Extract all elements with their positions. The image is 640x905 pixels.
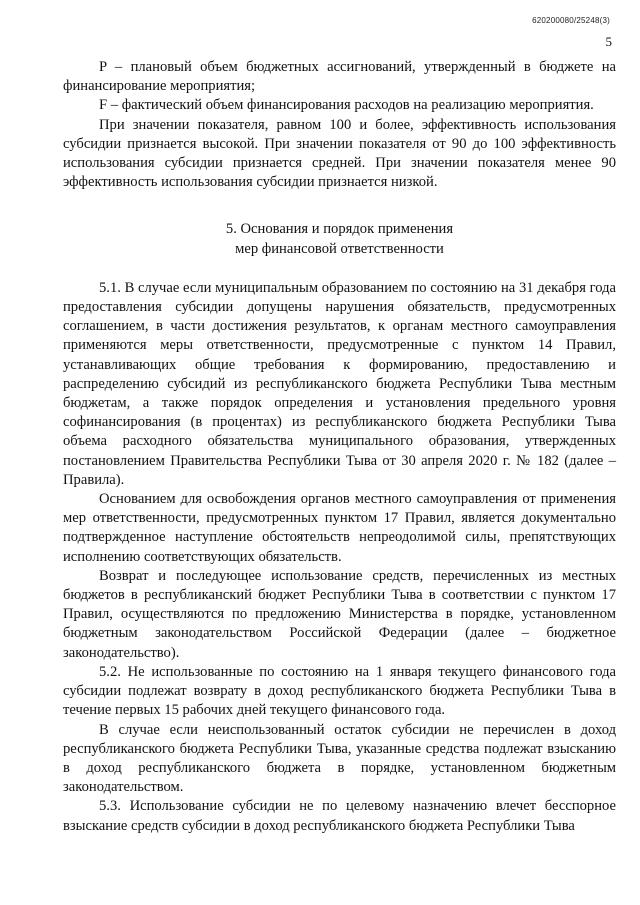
- paragraph-p-definition: P – плановый объем бюджетных ассигнований, утвержденный в бюджете на финансирование мероприятия;: [63, 59, 616, 95]
- section-heading-line-1: 5. Основания и порядок применения: [225, 221, 454, 238]
- paragraph-exemption-grounds: Основанием для освобождения органов местного самоуправления от применения мер ответственности, предусмотренных пунктом 17 Правил, является документально подтвержденное наступление обстоятельств непреодолимой силы, препятствующих исполнению соответствующих обязательств.: [63, 491, 616, 565]
- paragraph-unused-balance: В случае если неиспользованный остаток субсидии не перечислен в доход республиканского бюджета Республики Тыва, указанные средства подлежат взысканию в доход республиканского бюджета в порядке, установленном бюджетным законодательством.: [63, 721, 616, 796]
- section-heading: [63, 220, 616, 258]
- paragraph-f-definition: F – фактический объем финансирования расходов на реализацию мероприятия.: [99, 97, 594, 114]
- paragraph-5-2: 5.2. Не использованные по состоянию на 1 января текущего финансового года субсидии подлежат возврату в доход республиканского бюджета Республики Тыва в течение первых 15 рабочих дней текущего финансового года.: [63, 663, 616, 719]
- document-code: 620200080/25248(3): [532, 16, 610, 25]
- section-heading-line-2: мер финансовой ответственности: [235, 240, 444, 257]
- paragraph-efficiency-thresholds: При значении показателя, равном 100 и более, эффективность использования субсидии признается высокой. При значении показателя от 90 до 100 эффективность использования субсидии признается средней. При значении показателя менее 90 эффективность использования субсидии признается низкой.: [63, 116, 616, 191]
- paragraph-5-3: 5.3. Использование субсидии не по целевому назначению влечет бесспорное взыскание средств субсидии в доход республиканского бюджета Республики Тыва: [63, 798, 616, 834]
- page-number: 5: [605, 34, 612, 49]
- document-body: [63, 58, 616, 836]
- paragraph-5-1: 5.1. В случае если муниципальным образованием по состоянию на 31 декабря года предоставления субсидии допущены нарушения обязательств, предусмотренных соглашением, в части достижения результатов, к органам местного самоуправления применяются меры ответственности, предусмотренные с пунктом 14 Правил, устанавливающих общие требования к формированию, предоставлению и распределению субсидий из республиканского бюджета Республики Тыва местным бюджетам, а также порядок определения и установления предельного уровня софинансирования (в процентах) из республиканского бюджета Республики Тыва объема расходного обязательства муниципального образования, утвержденных постановлением Правительства Республики Тыва от 30 апреля 2020 г. № 182 (далее – Правила).: [63, 279, 616, 488]
- paragraph-refund-usage: Возврат и последующее использование средств, перечисленных из местных бюджетов в республиканский бюджет Республики Тыва в соответствии с пунктом 17 Правил, осуществляются по предложению Министерства в порядке, установленном бюджетным законодательством Российской Федерации (далее – бюджетное законодательство).: [63, 567, 616, 661]
